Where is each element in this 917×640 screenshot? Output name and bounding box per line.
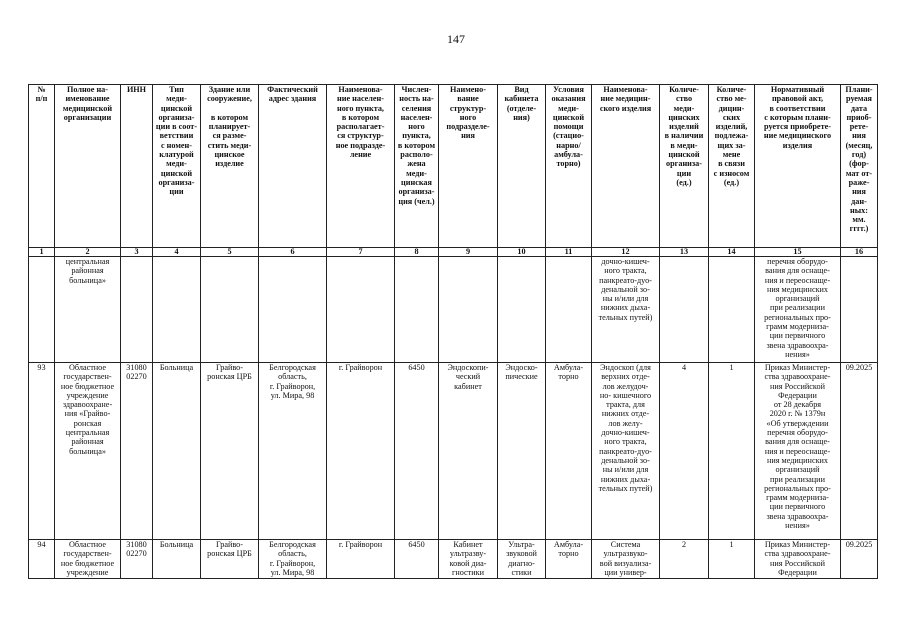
cell-no: 93 <box>29 363 55 540</box>
column-number: 14 <box>709 248 755 257</box>
cell-device: Система ультразвуко- вой визуализа- ции универ- <box>592 540 660 579</box>
cell-address: Белгородская область, г. Грайворон, ул. Мира, 98 <box>259 363 327 540</box>
cell-qty-replace <box>709 257 755 363</box>
cell-unit <box>439 257 498 363</box>
cell-type <box>153 257 201 363</box>
header-cell: Количе- ство меди- цинских изделий в наличии в меди- цинской организа- ции (ед.) <box>660 85 709 248</box>
cell-population: 6450 <box>395 540 439 579</box>
cell-inn <box>121 257 153 363</box>
header-cell: Полное на- именование медицинской организации <box>55 85 121 248</box>
column-number: 4 <box>153 248 201 257</box>
cell-locality: г. Грайворон <box>327 363 395 540</box>
header-row <box>29 85 878 248</box>
cell-qty-have: 4 <box>660 363 709 540</box>
column-number-row <box>29 248 878 257</box>
cell-qty-have: 2 <box>660 540 709 579</box>
cell-device: Эндоскоп (для верхних отде- лов желудоч- но- кишечного тракта, для нижних отде- лов желу- дочно-кишеч- ного тракта, панкреато-дуо- денальной зо- ны и/или для нижних дыха- тельных путей) <box>592 363 660 540</box>
cell-building: Грайво- ронская ЦРБ <box>201 363 259 540</box>
cell-no: 94 <box>29 540 55 579</box>
cell-conditions: Амбула- торно <box>546 540 592 579</box>
cell-org: Областное государствен- ное бюджетное учреждение <box>55 540 121 579</box>
cell-qty-replace: 1 <box>709 363 755 540</box>
cell-conditions <box>546 257 592 363</box>
header-cell: Условия оказания меди- цинской помощи (стацио- нарно/ амбула- торно) <box>546 85 592 248</box>
column-number: 11 <box>546 248 592 257</box>
table-row <box>29 540 878 579</box>
cell-inn: 31080 02270 <box>121 540 153 579</box>
header-cell: № п/п <box>29 85 55 248</box>
header-cell: Наименова- ние медицин- ского изделия <box>592 85 660 248</box>
column-number: 2 <box>55 248 121 257</box>
header-cell: Вид кабинета (отделе- ния) <box>498 85 546 248</box>
column-number: 7 <box>327 248 395 257</box>
header-cell: Наимено- вание структур- ного подразделе- ния <box>439 85 498 248</box>
header-cell: Плани- руемая дата приоб- рете- ния (месяц, год) (фор- мат от- раже- ния дан- ных: мм. гггг.) <box>841 85 878 248</box>
column-number: 3 <box>121 248 153 257</box>
cell-locality <box>327 257 395 363</box>
cell-type: Больница <box>153 363 201 540</box>
cell-date: 09.2025 <box>841 540 878 579</box>
cell-type: Больница <box>153 540 201 579</box>
cell-population <box>395 257 439 363</box>
cell-room <box>498 257 546 363</box>
column-number: 16 <box>841 248 878 257</box>
header-cell: Здание или сооружение, в котором планирует- ся разме- стить меди- цинское изделие <box>201 85 259 248</box>
cell-org: центральная районная больница» <box>55 257 121 363</box>
table-row <box>29 363 878 540</box>
cell-building <box>201 257 259 363</box>
column-number: 5 <box>201 248 259 257</box>
column-number: 8 <box>395 248 439 257</box>
cell-address: Белгородская область, г. Грайворон, ул. Мира, 98 <box>259 540 327 579</box>
column-number: 6 <box>259 248 327 257</box>
header-cell: Количе- ство ме- дицин- ских изделий, подлежа- щих за- мене в связи с износом (ед.) <box>709 85 755 248</box>
cell-unit: Эндоскопи- ческий кабинет <box>439 363 498 540</box>
cell-org: Областное государствен- ное бюджетное учреждение здравоохране- ния «Грайво- ронская центральная районная больница» <box>55 363 121 540</box>
cell-act: Приказ Министер- ства здравоохране- ния Российской Федерации <box>755 540 841 579</box>
column-number: 9 <box>439 248 498 257</box>
cell-room: Ультра- звуковой диагно- стики <box>498 540 546 579</box>
column-number: 10 <box>498 248 546 257</box>
cell-locality: г. Грайворон <box>327 540 395 579</box>
cell-inn: 31080 02270 <box>121 363 153 540</box>
column-number: 15 <box>755 248 841 257</box>
header-cell: Наименова- ние населен- ного пункта, в котором располагает- ся структур- ное подразде- ление <box>327 85 395 248</box>
cell-qty-have <box>660 257 709 363</box>
cell-date <box>841 257 878 363</box>
header-cell: Нормативный правовой акт, в соответствии с которым плани- руется приобрете- ние медицинского изделия <box>755 85 841 248</box>
cell-qty-replace: 1 <box>709 540 755 579</box>
cell-date: 09.2025 <box>841 363 878 540</box>
cell-device: дочно-кишеч- ного тракта, панкреато-дуо- денальной зо- ны и/или для нижних дыха- тельных путей) <box>592 257 660 363</box>
cell-unit: Кабинет ультразву- ковой диа- гностики <box>439 540 498 579</box>
header-cell: Числен- ность на- селения населен- ного пункта, в котором располо- жена меди- цинская организа- ция (чел.) <box>395 85 439 248</box>
page-number: 147 <box>447 32 465 46</box>
cell-room: Эндоско- пические <box>498 363 546 540</box>
table-row-continuation <box>29 257 878 363</box>
header-cell: ИНН <box>121 85 153 248</box>
cell-building: Грайво- ронская ЦРБ <box>201 540 259 579</box>
column-number: 1 <box>29 248 55 257</box>
cell-act: Приказ Министер- ства здравоохране- ния Российской Федерации от 28 декабря 2020 г. № 1379н «Об утверждении перечня оборудо- вания для оснаще- ния и переоснаще- ния медицинских организаций при реализации региональных про- грамм модерниза- ции первичного звена здравоохра- нения» <box>755 363 841 540</box>
cell-no <box>29 257 55 363</box>
header-cell: Фактический адрес здания <box>259 85 327 248</box>
cell-act: перечня оборудо- вания для оснаще- ния и переоснаще- ния медицинских организаций при реализации региональных про- грамм модерниза- ции первичного звена здравоохра- нения» <box>755 257 841 363</box>
medical-equipment-table <box>28 84 878 579</box>
column-number: 13 <box>660 248 709 257</box>
cell-conditions: Амбула- торно <box>546 363 592 540</box>
column-number: 12 <box>592 248 660 257</box>
header-cell: Тип меди- цинской организа- ции в соот- ветствии с номен- клатурой меди- цинской организа- ции <box>153 85 201 248</box>
cell-population: 6450 <box>395 363 439 540</box>
cell-address <box>259 257 327 363</box>
